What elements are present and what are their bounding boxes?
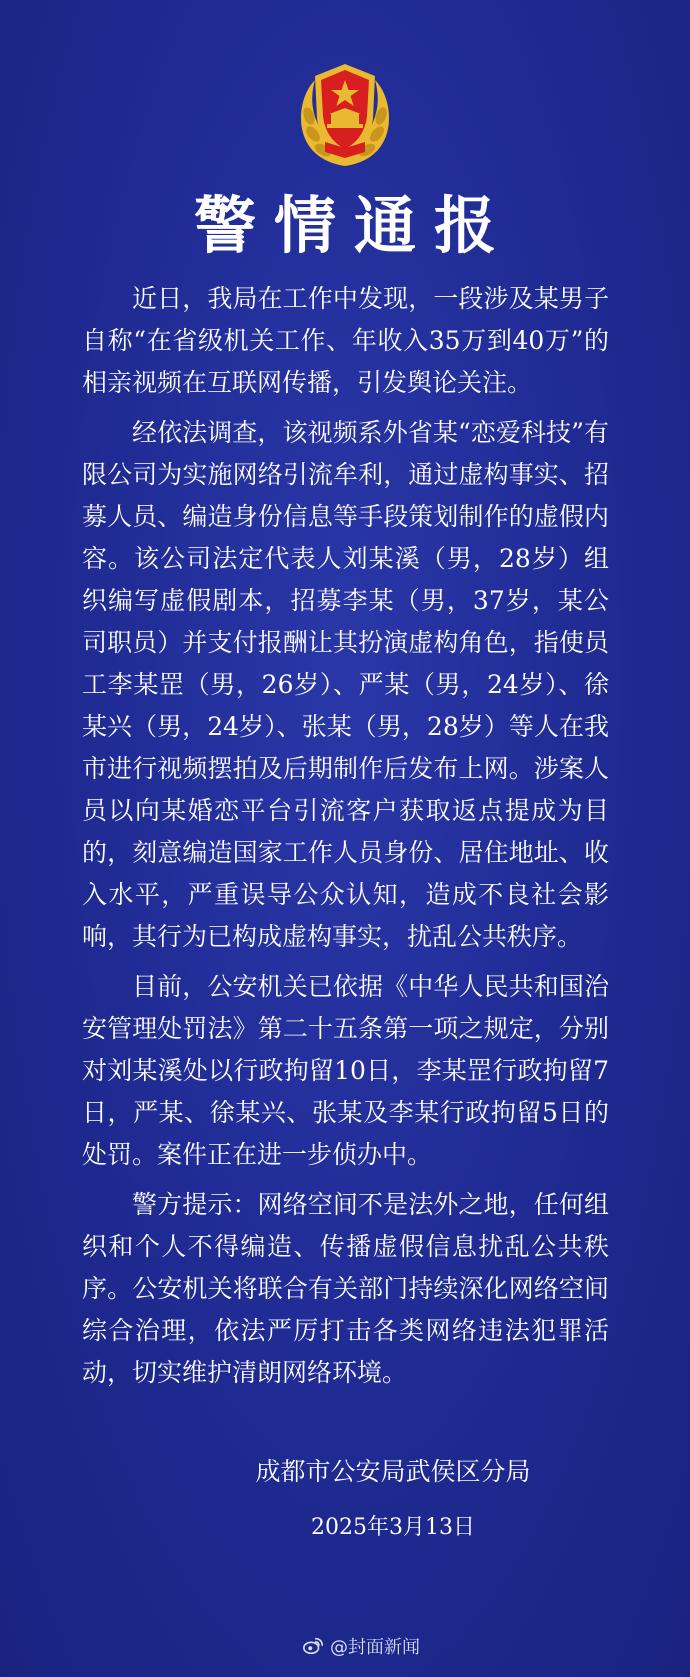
- notice-paragraph: 近日，我局在工作中发现，一段涉及某男子自称“在省级机关工作、年收入35万到40万”的相亲视频在互联网传播，引发舆论关注。: [82, 284, 609, 397]
- police-emblem: [295, 58, 395, 170]
- notice-title: 警情通报: [193, 189, 514, 262]
- notice-paragraph: 目前，公安机关已依据《中华人民共和国治安管理处罚法》第二十五条第一项之规定，分别对刘某溪处以行政拘留10日，李某罡行政拘留7日，严某、徐某兴、张某及李某行政拘留5日的处罚。案件正在进一步侦办中。: [82, 972, 609, 1169]
- signature-block: [0, 1452, 690, 1548]
- weibo-icon: [302, 1635, 324, 1657]
- source-watermark: [302, 1632, 420, 1660]
- notice-body: [82, 278, 609, 1402]
- watermark-text: @封面新闻: [330, 1637, 420, 1658]
- issue-date: 2025年3月13日: [311, 1515, 475, 1540]
- notice-paragraph: 警方提示：网络空间不是法外之地，任何组织和个人不得编造、传播虚假信息扰乱公共秩序。公安机关将联合有关部门持续深化网络空间综合治理，依法严厉打击各类网络违法犯罪活动，切实维护清朗网络环境。: [82, 1190, 609, 1387]
- notice-paragraph: 经依法调查，该视频系外省某“恋爱科技”有限公司为实施网络引流牟利，通过虚构事实、招募人员、编造身份信息等手段策划制作的虚假内容。该公司法定代表人刘某溪（男，28岁）组织编写虚假剧本，招募李某（男，37岁，某公司职员）并支付报酬让其扮演虚构角色，指使员工李某罡（男，26岁）、严某（男，24岁）、徐某兴（男，24岁）、张某（男，28岁）等人在我市进行视频摆拍及后期制作后发布上网。涉案人员以向某婚恋平台引流客户获取返点提成为目的，刻意编造国家工作人员身份、居住地址、收入水平，严重误导公众认知，造成不良社会影响，其行为已构成虚构事实，扰乱公共秩序。: [82, 418, 609, 951]
- issuer-name: 成都市公安局武侯区分局: [255, 1457, 531, 1486]
